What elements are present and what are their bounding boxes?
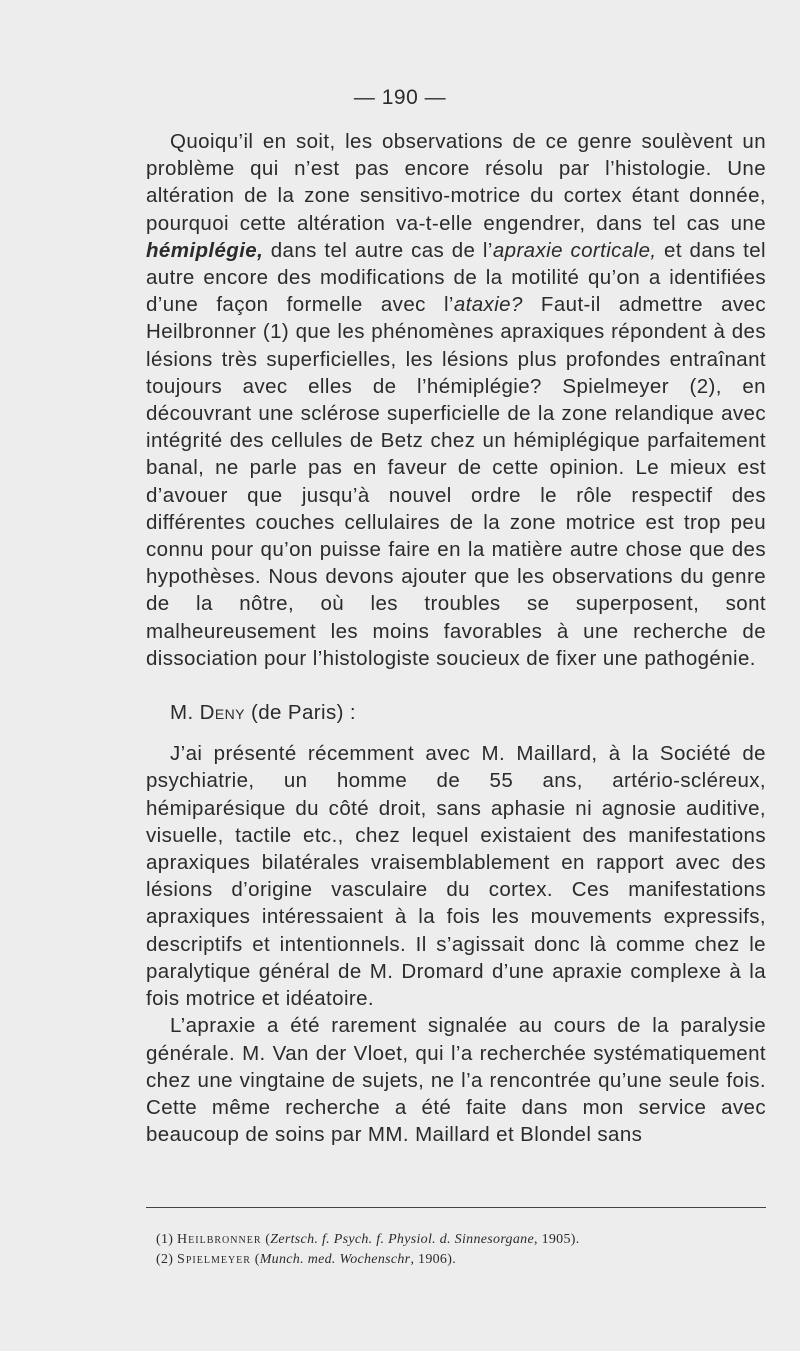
- speaker-spacer: [146, 726, 766, 740]
- page-number: — 190 —: [353, 86, 447, 109]
- footnote-source: Munch. med. Wochenschr: [259, 1252, 411, 1267]
- emphasis-hemiplegie: hémiplégie,: [146, 238, 264, 262]
- footnote-author: Spielmeyer: [177, 1252, 251, 1267]
- footnote-2: (2) Spielmeyer (Munch. med. Wochenschr, 1906).: [156, 1252, 456, 1267]
- paragraph-1-part-1: Quoiqu’il en soit, les observations de ce genre soulèvent un problème qui n’est pas encore résolu par l’histologie. Une altération de la zone sensitivo-motrice du cortex étant donnée, pourquoi cette altération va-t-elle engendrer, dans tel cas une: [146, 130, 766, 235]
- speaker-suffix: (de Paris) :: [244, 701, 357, 725]
- footnote-author: Heilbronner: [177, 1232, 262, 1247]
- speaker-heading: [146, 699, 766, 726]
- paragraph-1-part-3: et dans tel autre encore des modifications de la motilité qu’on a identifiées d’une façon formelle avec l’: [146, 238, 766, 317]
- paragraph-3: L’apraxie a été rarement signalée au cours de la paralysie générale. M. Van der Vloet, qui l’a recherchée systématiquement chez une vingtaine de sujets, ne l’a rencontrée qu’une seule fois. Cette même recherche a été faite dans mon service avec beaucoup de soins par MM. Maillard et Blondel sans: [146, 1014, 766, 1147]
- emphasis-ataxie: ataxie?: [453, 293, 523, 317]
- paragraph-2: J’ai présenté récemment avec M. Maillard, à la Société de psychiatrie, un homme de 55 ans, artério-scléreux, hémiparésique du côté droit, sans aphasie ni agnosie auditive, visuelle, tactile etc., chez lequel existaient des manifestations apraxiques bilatérales vraisemblablement en rapport avec des lésions d’origine vasculaire du cortex. Ces manifestations apraxiques intéressaient à la fois les mouvements expressifs, descriptifs et intentionnels. Il s’agissait donc là comme chez le paralytique général de M. Dromard d’une apraxie complexe à la fois motrice et idéatoire.: [146, 742, 766, 1011]
- footnote-marker: (1): [156, 1232, 174, 1247]
- footnotes: [156, 1230, 766, 1270]
- speaker-prefix: M.: [170, 701, 200, 725]
- footnote-year: , 1906).: [410, 1252, 456, 1267]
- section-spacer: [146, 672, 766, 699]
- footnote-year: , 1905).: [533, 1232, 580, 1247]
- footnote-marker: (2): [156, 1252, 174, 1267]
- body-text: [146, 128, 766, 1148]
- speaker-name: Deny: [199, 701, 245, 725]
- paragraph-1-part-4: Faut-il admettre avec Heilbronner (1) que les phénomènes apraxiques répondent à des lésions très superficielles, les lésions plus profondes entraînant toujours avec elles de l’hémiplégie? Spielmeyer (2), en découvrant une sclérose superficielle de la zone relandique avec intégrité des cellules de Betz chez un hémiplégique parfaitement banal, ne parle pas en faveur de cette opinion. Le mieux est d’avouer que jusqu’à nouvel ordre le rôle respectif des différentes couches cellulaires de la zone motrice est trop peu connu pour qu’on puisse faire en la matière autre chose que des hypothèses. Nous devons ajouter que les observations du genre de la nôtre, où les troubles se superposent, sont malheureusement les moins favorables à une recherche de dissociation pour l’histologiste soucieux de fixer une pathogénie.: [146, 293, 766, 670]
- footnote-1: (1) Heilbronner (Zertsch. f. Psych. f. Physiol. d. Sinnesorgane, 1905).: [156, 1232, 580, 1247]
- footnote-source: Zertsch. f. Psych. f. Physiol. d. Sinnesorgane: [270, 1232, 534, 1247]
- paragraph-1: [146, 128, 766, 672]
- emphasis-apraxie: apraxie corticale,: [492, 238, 657, 262]
- paragraph-1-part-2: dans tel autre cas de l’: [263, 238, 493, 262]
- footnote-rule: [146, 1207, 766, 1208]
